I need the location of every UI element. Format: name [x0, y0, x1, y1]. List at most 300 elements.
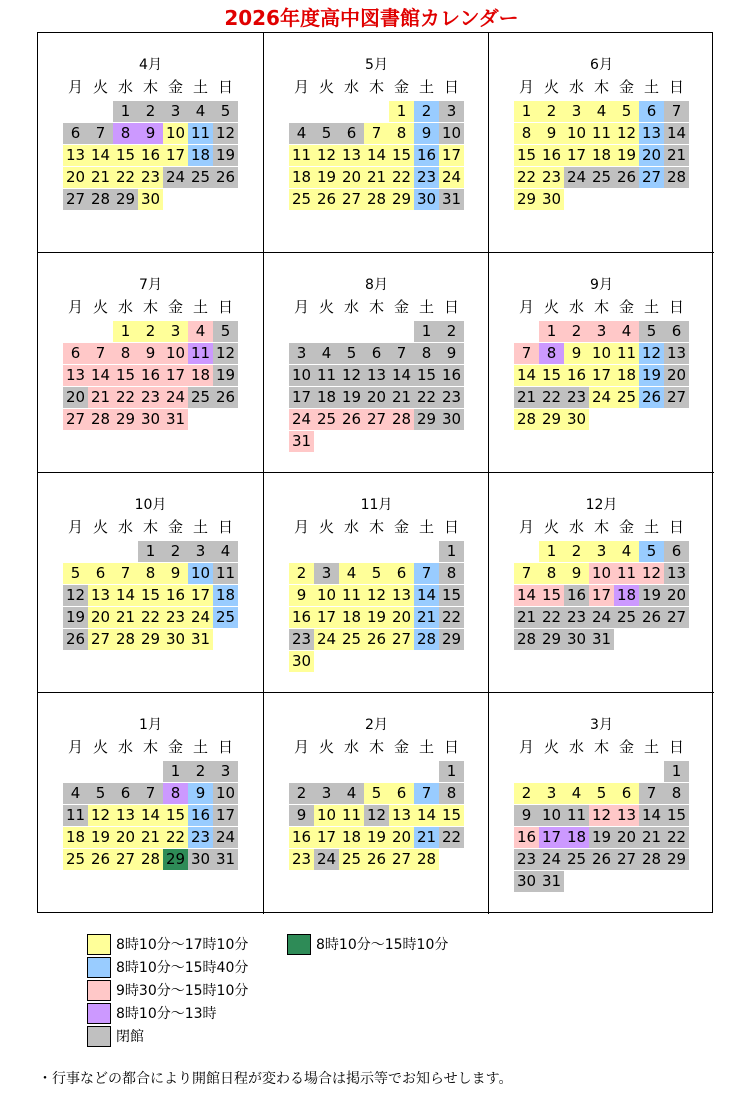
day-cell: 2 — [138, 101, 163, 122]
day-cell: 17 — [539, 827, 564, 848]
day-cell: 4 — [614, 541, 639, 562]
day-cell: 26 — [213, 387, 238, 408]
weekday-label: 月 — [67, 738, 83, 756]
weekday-label: 水 — [343, 518, 359, 536]
weekday-label: 木 — [142, 738, 158, 756]
day-cell: 1 — [539, 541, 564, 562]
day-cell: 23 — [289, 849, 314, 870]
day-cell: 14 — [414, 585, 439, 606]
day-cell: 1 — [539, 321, 564, 342]
day-cell: 3 — [439, 101, 464, 122]
day-cell: 26 — [589, 849, 614, 870]
month-name: 12月 — [585, 497, 618, 513]
day-cell: 27 — [88, 629, 113, 650]
day-cell: 12 — [364, 585, 389, 606]
day-cell: 9 — [138, 343, 163, 364]
day-cell: 7 — [88, 123, 113, 144]
day-cell: 19 — [314, 167, 339, 188]
day-cell: 11 — [614, 563, 639, 584]
month-name: 6月 — [590, 57, 613, 73]
day-cell: 10 — [589, 343, 614, 364]
weekday-label: 火 — [318, 78, 334, 96]
month-name: 1月 — [139, 717, 162, 733]
day-cell: 5 — [589, 783, 614, 804]
day-cell: 20 — [88, 607, 113, 628]
weekday-label: 水 — [568, 298, 584, 316]
day-cell: 9 — [289, 585, 314, 606]
day-cell: 25 — [188, 387, 213, 408]
day-cell: 30 — [514, 871, 539, 892]
day-cell: 2 — [564, 321, 589, 342]
day-cell: 24 — [589, 607, 614, 628]
day-cell: 26 — [614, 167, 639, 188]
day-cell: 14 — [664, 123, 689, 144]
day-cell: 12 — [364, 805, 389, 826]
day-cell: 28 — [88, 189, 113, 210]
day-cell: 17 — [589, 585, 614, 606]
weekday-label: 日 — [443, 738, 459, 756]
legend-label: 8時10分～15時10分 — [316, 937, 449, 953]
day-cell: 3 — [564, 101, 589, 122]
weekday-label: 木 — [368, 298, 384, 316]
day-cell: 7 — [113, 563, 138, 584]
day-cell: 21 — [664, 145, 689, 166]
day-cell: 18 — [339, 607, 364, 628]
day-cell: 28 — [389, 409, 414, 430]
day-cell: 26 — [88, 849, 113, 870]
day-cell: 10 — [213, 783, 238, 804]
day-cell: 6 — [113, 783, 138, 804]
day-cell: 15 — [539, 365, 564, 386]
day-cell: 14 — [138, 805, 163, 826]
day-cell: 19 — [639, 585, 664, 606]
weekday-label: 火 — [318, 518, 334, 536]
day-cell: 15 — [138, 585, 163, 606]
weekday-label: 水 — [343, 298, 359, 316]
day-cell: 6 — [664, 541, 689, 562]
day-cell: 21 — [88, 387, 113, 408]
day-cell: 29 — [113, 409, 138, 430]
day-cell: 11 — [188, 123, 213, 144]
day-cell: 21 — [88, 167, 113, 188]
day-cell: 19 — [364, 827, 389, 848]
day-cell: 30 — [564, 629, 589, 650]
day-cell: 9 — [414, 123, 439, 144]
day-cell: 7 — [639, 783, 664, 804]
day-cell: 23 — [188, 827, 213, 848]
day-cell: 11 — [614, 343, 639, 364]
day-cell: 4 — [63, 783, 88, 804]
weekday-label: 月 — [518, 518, 534, 536]
day-cell: 3 — [213, 761, 238, 782]
day-cell: 20 — [63, 387, 88, 408]
day-cell: 2 — [564, 541, 589, 562]
weekday-label: 土 — [192, 78, 208, 96]
weekday-label: 水 — [568, 518, 584, 536]
day-cell: 22 — [539, 387, 564, 408]
day-cell: 7 — [389, 343, 414, 364]
day-cell: 20 — [614, 827, 639, 848]
month-calendar — [38, 693, 264, 914]
day-cell: 7 — [414, 563, 439, 584]
day-cell: 17 — [589, 365, 614, 386]
day-cell: 30 — [414, 189, 439, 210]
month-name: 4月 — [139, 57, 162, 73]
day-cell: 30 — [138, 409, 163, 430]
day-cell: 16 — [138, 365, 163, 386]
weekday-label: 月 — [293, 298, 309, 316]
weekday-label: 月 — [518, 298, 534, 316]
day-cell: 15 — [439, 585, 464, 606]
day-cell: 27 — [389, 629, 414, 650]
day-cell: 19 — [88, 827, 113, 848]
weekday-label: 水 — [568, 738, 584, 756]
weekday-label: 土 — [192, 738, 208, 756]
day-cell: 21 — [639, 827, 664, 848]
day-cell: 10 — [314, 805, 339, 826]
day-cell: 9 — [138, 123, 163, 144]
day-cell: 27 — [614, 849, 639, 870]
day-cell: 27 — [339, 189, 364, 210]
month-calendar — [264, 473, 489, 693]
day-cell: 24 — [163, 387, 188, 408]
day-cell: 15 — [389, 145, 414, 166]
weekday-label: 日 — [443, 298, 459, 316]
day-cell: 1 — [138, 541, 163, 562]
day-cell: 8 — [439, 783, 464, 804]
day-cell: 26 — [364, 849, 389, 870]
day-cell: 28 — [664, 167, 689, 188]
weekday-label: 土 — [643, 738, 659, 756]
day-cell: 30 — [564, 409, 589, 430]
weekday-label: 土 — [418, 298, 434, 316]
day-cell: 13 — [113, 805, 138, 826]
day-cell: 4 — [564, 783, 589, 804]
day-cell: 3 — [163, 101, 188, 122]
day-cell: 14 — [88, 145, 113, 166]
day-cell: 20 — [339, 167, 364, 188]
day-cell: 16 — [439, 365, 464, 386]
day-cell: 21 — [364, 167, 389, 188]
day-cell: 23 — [514, 849, 539, 870]
weekday-label: 火 — [543, 78, 559, 96]
day-cell: 25 — [614, 607, 639, 628]
day-cell: 22 — [514, 167, 539, 188]
day-cell: 22 — [414, 387, 439, 408]
day-cell: 14 — [514, 365, 539, 386]
day-cell: 11 — [339, 585, 364, 606]
day-cell: 12 — [589, 805, 614, 826]
day-cell: 20 — [664, 585, 689, 606]
weekday-label: 月 — [293, 78, 309, 96]
day-cell: 22 — [113, 387, 138, 408]
weekday-label: 金 — [393, 78, 409, 96]
calendar-grid — [37, 32, 713, 913]
day-cell: 20 — [389, 827, 414, 848]
day-cell: 15 — [439, 805, 464, 826]
weekday-label: 火 — [92, 738, 108, 756]
day-cell: 24 — [589, 387, 614, 408]
day-cell: 5 — [639, 541, 664, 562]
day-cell: 10 — [589, 563, 614, 584]
day-cell: 28 — [514, 629, 539, 650]
day-cell: 3 — [314, 563, 339, 584]
weekday-label: 木 — [593, 298, 609, 316]
day-cell: 16 — [289, 607, 314, 628]
day-cell: 17 — [314, 607, 339, 628]
day-cell: 13 — [63, 365, 88, 386]
weekday-label: 火 — [92, 78, 108, 96]
day-cell: 2 — [514, 783, 539, 804]
day-cell: 17 — [163, 145, 188, 166]
day-cell: 11 — [564, 805, 589, 826]
day-cell: 29 — [514, 189, 539, 210]
day-cell: 8 — [439, 563, 464, 584]
day-cell: 22 — [439, 827, 464, 848]
weekday-label: 水 — [343, 78, 359, 96]
weekday-label: 水 — [343, 738, 359, 756]
day-cell: 4 — [339, 783, 364, 804]
weekday-label: 日 — [668, 518, 684, 536]
day-cell: 26 — [63, 629, 88, 650]
day-cell: 26 — [213, 167, 238, 188]
day-cell: 27 — [664, 387, 689, 408]
day-cell: 30 — [188, 849, 213, 870]
day-cell: 4 — [314, 343, 339, 364]
day-cell: 29 — [539, 629, 564, 650]
day-cell: 5 — [639, 321, 664, 342]
weekday-label: 木 — [368, 78, 384, 96]
day-cell: 6 — [389, 783, 414, 804]
day-cell: 23 — [564, 607, 589, 628]
day-cell: 30 — [539, 189, 564, 210]
day-cell: 9 — [539, 123, 564, 144]
day-cell: 24 — [564, 167, 589, 188]
day-cell: 2 — [138, 321, 163, 342]
day-cell: 30 — [439, 409, 464, 430]
weekday-label: 火 — [92, 298, 108, 316]
day-cell: 4 — [589, 101, 614, 122]
month-calendar — [489, 253, 714, 473]
day-cell: 3 — [314, 783, 339, 804]
day-cell: 5 — [364, 563, 389, 584]
day-cell: 18 — [289, 167, 314, 188]
day-cell: 25 — [614, 387, 639, 408]
month-calendar — [38, 253, 264, 473]
day-cell: 8 — [163, 783, 188, 804]
day-cell: 13 — [63, 145, 88, 166]
weekday-label: 金 — [618, 78, 634, 96]
day-cell: 4 — [213, 541, 238, 562]
weekday-label: 月 — [293, 738, 309, 756]
day-cell: 11 — [188, 343, 213, 364]
weekday-label: 火 — [318, 298, 334, 316]
day-cell: 16 — [188, 805, 213, 826]
day-cell: 14 — [389, 365, 414, 386]
day-cell: 13 — [639, 123, 664, 144]
day-cell: 14 — [364, 145, 389, 166]
month-name: 2月 — [365, 717, 388, 733]
day-cell: 25 — [564, 849, 589, 870]
day-cell: 17 — [188, 585, 213, 606]
day-cell: 17 — [439, 145, 464, 166]
day-cell: 22 — [439, 607, 464, 628]
weekday-label: 月 — [67, 298, 83, 316]
weekday-label: 水 — [568, 78, 584, 96]
day-cell: 23 — [439, 387, 464, 408]
day-cell: 28 — [414, 629, 439, 650]
day-cell: 23 — [414, 167, 439, 188]
month-name: 8月 — [365, 277, 388, 293]
month-name: 5月 — [365, 57, 388, 73]
day-cell: 18 — [314, 387, 339, 408]
day-cell: 13 — [389, 585, 414, 606]
day-cell: 10 — [314, 585, 339, 606]
day-cell: 10 — [539, 805, 564, 826]
day-cell: 6 — [63, 343, 88, 364]
month-calendar — [38, 473, 264, 693]
month-calendar — [489, 33, 714, 253]
weekday-label: 月 — [293, 518, 309, 536]
day-cell: 29 — [539, 409, 564, 430]
day-cell: 7 — [664, 101, 689, 122]
weekday-label: 土 — [418, 738, 434, 756]
day-cell: 25 — [289, 189, 314, 210]
day-cell: 16 — [414, 145, 439, 166]
weekday-label: 土 — [643, 298, 659, 316]
day-cell: 26 — [339, 409, 364, 430]
day-cell: 23 — [163, 607, 188, 628]
day-cell: 3 — [163, 321, 188, 342]
weekday-label: 火 — [318, 738, 334, 756]
day-cell: 4 — [188, 101, 213, 122]
month-name: 9月 — [590, 277, 613, 293]
day-cell: 16 — [539, 145, 564, 166]
day-cell: 13 — [389, 805, 414, 826]
day-cell: 8 — [539, 343, 564, 364]
weekday-label: 日 — [217, 298, 233, 316]
day-cell: 9 — [514, 805, 539, 826]
day-cell: 8 — [138, 563, 163, 584]
day-cell: 12 — [213, 343, 238, 364]
day-cell: 28 — [364, 189, 389, 210]
day-cell: 17 — [213, 805, 238, 826]
day-cell: 10 — [439, 123, 464, 144]
day-cell: 23 — [138, 387, 163, 408]
day-cell: 21 — [414, 607, 439, 628]
day-cell: 31 — [213, 849, 238, 870]
day-cell: 18 — [213, 585, 238, 606]
legend-label: 9時30分～15時10分 — [116, 983, 249, 999]
day-cell: 13 — [664, 563, 689, 584]
day-cell: 17 — [289, 387, 314, 408]
weekday-label: 火 — [543, 738, 559, 756]
day-cell: 24 — [314, 849, 339, 870]
day-cell: 20 — [364, 387, 389, 408]
day-cell: 3 — [289, 343, 314, 364]
day-cell: 21 — [113, 607, 138, 628]
day-cell: 22 — [163, 827, 188, 848]
day-cell: 9 — [564, 563, 589, 584]
weekday-label: 日 — [668, 298, 684, 316]
month-calendar — [264, 253, 489, 473]
day-cell: 20 — [389, 607, 414, 628]
month-name: 7月 — [139, 277, 162, 293]
day-cell: 27 — [63, 189, 88, 210]
weekday-label: 月 — [518, 738, 534, 756]
day-cell: 24 — [289, 409, 314, 430]
legend-swatch — [87, 1026, 111, 1047]
legend-label: 8時10分～13時 — [116, 1006, 217, 1022]
month-name: 3月 — [590, 717, 613, 733]
day-cell: 18 — [63, 827, 88, 848]
weekday-label: 木 — [593, 78, 609, 96]
weekday-label: 木 — [368, 518, 384, 536]
day-cell: 2 — [414, 101, 439, 122]
day-cell: 17 — [564, 145, 589, 166]
day-cell: 29 — [664, 849, 689, 870]
day-cell: 16 — [514, 827, 539, 848]
day-cell: 19 — [614, 145, 639, 166]
weekday-label: 金 — [618, 518, 634, 536]
weekday-label: 月 — [67, 518, 83, 536]
weekday-label: 金 — [393, 518, 409, 536]
day-cell: 14 — [414, 805, 439, 826]
day-cell: 28 — [514, 409, 539, 430]
weekday-label: 火 — [543, 298, 559, 316]
day-cell: 18 — [614, 585, 639, 606]
day-cell: 16 — [289, 827, 314, 848]
day-cell: 6 — [614, 783, 639, 804]
day-cell: 6 — [88, 563, 113, 584]
weekday-label: 金 — [618, 298, 634, 316]
day-cell: 12 — [639, 343, 664, 364]
weekday-label: 木 — [593, 518, 609, 536]
day-cell: 26 — [364, 629, 389, 650]
day-cell: 4 — [614, 321, 639, 342]
weekday-label: 木 — [142, 78, 158, 96]
weekday-label: 水 — [117, 78, 133, 96]
day-cell: 18 — [564, 827, 589, 848]
day-cell: 10 — [163, 123, 188, 144]
day-cell: 15 — [664, 805, 689, 826]
weekday-label: 日 — [443, 518, 459, 536]
day-cell: 27 — [639, 167, 664, 188]
day-cell: 26 — [314, 189, 339, 210]
day-cell: 31 — [289, 431, 314, 452]
day-cell: 27 — [364, 409, 389, 430]
day-cell: 31 — [589, 629, 614, 650]
day-cell: 5 — [88, 783, 113, 804]
day-cell: 31 — [163, 409, 188, 430]
day-cell: 29 — [389, 189, 414, 210]
day-cell: 25 — [589, 167, 614, 188]
day-cell: 31 — [439, 189, 464, 210]
day-cell: 25 — [314, 409, 339, 430]
day-cell: 24 — [188, 607, 213, 628]
day-cell: 6 — [389, 563, 414, 584]
weekday-label: 金 — [167, 518, 183, 536]
day-cell: 7 — [514, 343, 539, 364]
day-cell: 8 — [414, 343, 439, 364]
footnote: ・行事などの都合により開館日程が変わる場合は掲示等でお知らせします。 — [38, 1071, 513, 1087]
day-cell: 8 — [389, 123, 414, 144]
day-cell: 22 — [113, 167, 138, 188]
day-cell: 11 — [589, 123, 614, 144]
day-cell: 5 — [614, 101, 639, 122]
day-cell: 26 — [639, 387, 664, 408]
day-cell: 5 — [314, 123, 339, 144]
